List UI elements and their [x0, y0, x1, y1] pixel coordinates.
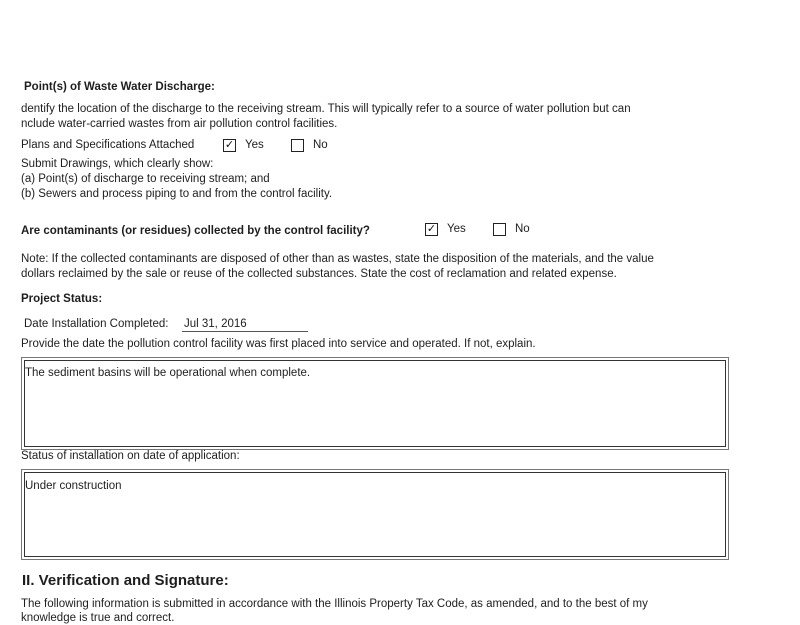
service-answer-box[interactable] [24, 360, 726, 447]
verification-line2: knowledge is true and correct. [21, 612, 175, 624]
contaminants-no-label: No [515, 223, 530, 235]
plans-no-label: No [313, 139, 328, 151]
submit-item-a: (a) Point(s) of discharge to receiving stream; and [21, 173, 270, 185]
submit-drawings-line: Submit Drawings, which clearly show: [21, 158, 214, 170]
contaminants-question: Are contaminants (or residues) collected by the control facility? [21, 225, 370, 237]
project-status-heading: Project Status: [21, 293, 103, 305]
date-installation-label: Date Installation Completed: [24, 318, 169, 330]
contaminants-note-line1: Note: If the collected contaminants are disposed of other than as wastes, state the disposition of the materials, and the value [21, 253, 654, 265]
plans-yes-label: Yes [245, 139, 264, 151]
contaminants-note-line2: dollars reclaimed by the sale or reuse of the collected substances. State the cost of reclamation and related expense. [21, 268, 617, 280]
contaminants-yes-label: Yes [447, 223, 466, 235]
contaminants-no-checkbox[interactable] [493, 223, 506, 236]
discharge-instruction-line1: dentify the location of the discharge to the receiving stream. This will typically refer to a source of water pollution but can [21, 103, 631, 115]
date-underline [182, 331, 308, 332]
date-installation-value[interactable]: Jul 31, 2016 [184, 318, 247, 330]
plans-yes-checkbox[interactable]: ✓ [224, 139, 235, 151]
service-date-prompt: Provide the date the pollution control facility was first placed into service and operated. If not, explain. [21, 338, 536, 350]
verification-heading: II. Verification and Signature: [22, 572, 229, 589]
submit-item-b: (b) Sewers and process piping to and from the control facility. [21, 188, 333, 200]
installation-status-box[interactable] [24, 472, 726, 557]
plans-no-checkbox[interactable] [291, 139, 304, 152]
installation-status-label: Status of installation on date of application: [21, 450, 240, 462]
discharge-instruction-line2: nclude water-carried wastes from air pollution control facilities. [21, 118, 338, 130]
discharge-heading: Point(s) of Waste Water Discharge: [24, 81, 215, 93]
service-answer-text: The sediment basins will be operational when complete. [25, 367, 311, 379]
plans-attached-label: Plans and Specifications Attached [21, 139, 195, 151]
contaminants-yes-checkbox[interactable]: ✓ [426, 223, 437, 235]
verification-line1: The following information is submitted in accordance with the Illinois Property Tax Code, as amended, and to the best of my [21, 598, 648, 610]
installation-status-text: Under construction [25, 480, 122, 492]
